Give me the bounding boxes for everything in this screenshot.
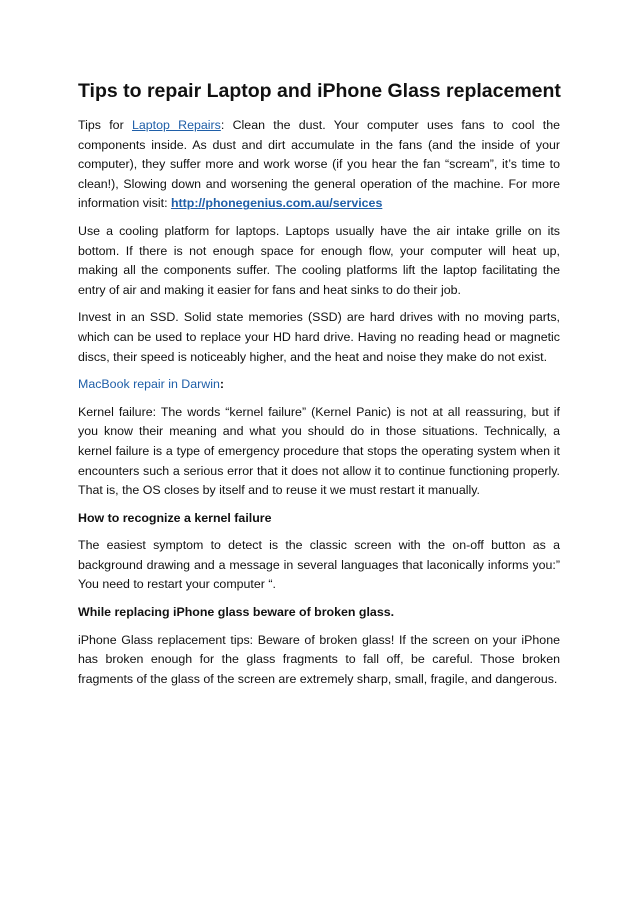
intro-text: Tips for (78, 118, 132, 132)
heading-broken-glass: While replacing iPhone glass beware of broken glass. (78, 605, 395, 620)
paragraph-cooling-platform: Use a cooling platform for laptops. Laptops usually have the air intake grille on its bottom. If there is not enough space for enough flow, your computer will heat up, making all the components suffer. The cooling platforms lift the laptop facilitating the entry of air and making it easier for fans and heat sinks to do their job. (78, 223, 560, 297)
paragraph-ssd: Invest in an SSD. Solid state memories (SSD) are hard drives with no moving parts, which can be used to replace your HD hard drive. Having no reading head or magnetic discs, their speed is noticeably higher, and the heat and noise they make do not exist. (78, 310, 560, 364)
paragraph-symptom: The easiest symptom to detect is the classic screen with the on-off button as a background drawing and a message in several languages that laconically informs you:” You need to restart your computer “. (78, 538, 560, 592)
paragraph-macbook-link (78, 375, 560, 395)
paragraph-iphone-glass: iPhone Glass replacement tips: Beware of broken glass! If the screen on your iPhone has broken enough for the glass fragments to fall off, be careful. Those broken fragments of the glass of the screen are extremely sharp, small, fragile, and dangerous. (78, 632, 560, 686)
macbook-repair-link[interactable]: MacBook repair in Darwin (78, 377, 220, 392)
paragraph-laptop-repairs (78, 116, 560, 214)
macbook-colon: : (219, 377, 224, 392)
page-title: Tips to repair Laptop and iPhone Glass replacement (78, 80, 561, 102)
services-link[interactable]: http://phonegenius.com.au/services (170, 196, 383, 211)
paragraph-kernel-failure: Kernel failure: The words “kernel failure” (Kernel Panic) is not at all reassuring, but if you know their meaning and what you should do in those situations. Technically, a kernel failure is a type of emergency procedure that stops the operating system when it encounters such a serious error that it does not allow it to continue functioning properly. That is, the OS closes by itself and to reuse it we must restart it manually. (78, 404, 560, 498)
dust-text: : Clean the dust. Your computer uses fans to cool the components inside. As dust and dirt accumulate in the fans (and the inside of your computer), they suffer more and work worse (if you hear the fan “scream”, it’s time to clean!), Slowing down and worsening the general operation of the machine. For more information visit: (78, 118, 560, 211)
heading-recognize-kernel: How to recognize a kernel failure (78, 510, 272, 525)
laptop-repairs-link[interactable]: Laptop Repairs (131, 118, 221, 132)
document-page (78, 78, 560, 697)
